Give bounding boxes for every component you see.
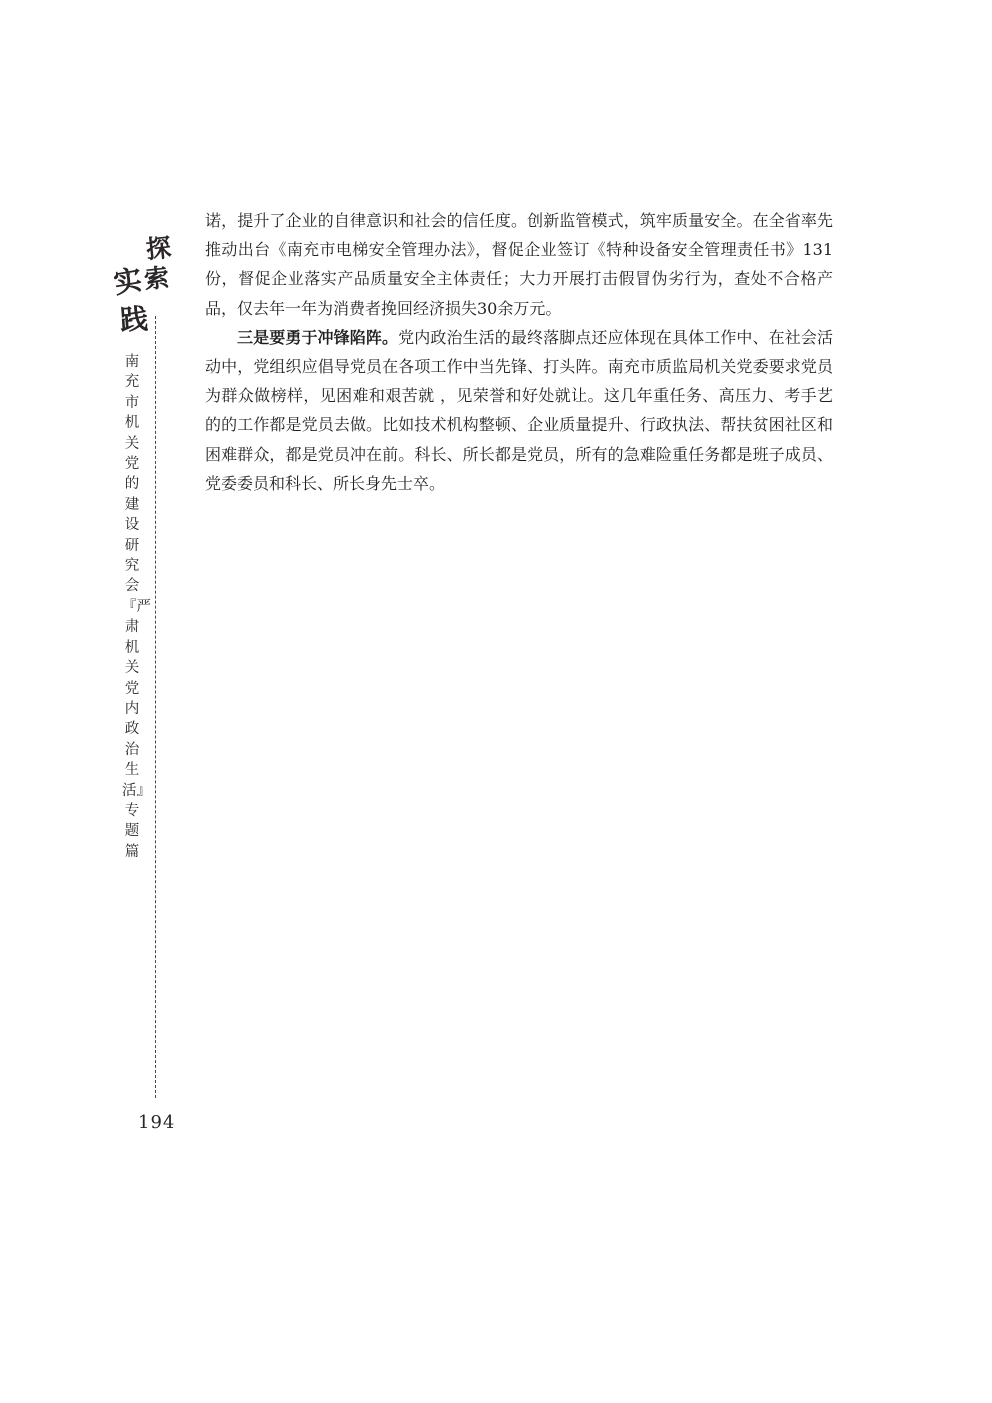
paragraph-text: 诺，提升了企业的自律意识和社会的信任度。创新监管模式，筑牢质量安全。在全省率先推动出台《南充市电梯安全管理办法》，督促企业签订《特种设备安全管理责任书》131份，督促企业落实产品质量安全主体责任；大力开展打击假冒伪劣行为，查处不合格产品，仅去年一年为消费者挽回经济损失30余万元。 — [205, 211, 833, 318]
paragraph — [205, 323, 833, 498]
section-title: 南充市机关党的建设研究会『严肃机关党内政治生活』专题篇 — [122, 354, 151, 860]
sidebar — [108, 230, 172, 1130]
logo-glyph: 索 — [142, 262, 171, 295]
logo — [108, 230, 172, 340]
logo-glyph: 探 — [144, 232, 173, 265]
paragraph-lead: 三是要勇于冲锋陷阵。 — [237, 327, 399, 347]
body-text — [205, 206, 833, 498]
logo-glyph: 践 — [118, 302, 150, 337]
page-number: 194 — [138, 1112, 176, 1133]
paragraph — [205, 206, 833, 323]
logo-glyph: 实 — [111, 262, 145, 301]
margin-divider — [155, 316, 156, 1098]
paragraph-text: 党内政治生活的最终落脚点还应体现在具体工作中、在社会活动中，党组织应倡导党员在各项工作中当先锋、打头阵。南充市质监局机关党委要求党员为群众做榜样，见困难和艰苦就 ，见荣誉和好处就让。这几年重任务、高压力、考手艺的的工作都是党员去做。比如技术机构整顿、企业质量提升、行政执法、帮扶贫困社区和困难群众，都是党员冲在前。科长、所长都是党员，所有的急难险重任务都是班子成员、党委委员和科长、所长身先士卒。 — [205, 327, 833, 493]
